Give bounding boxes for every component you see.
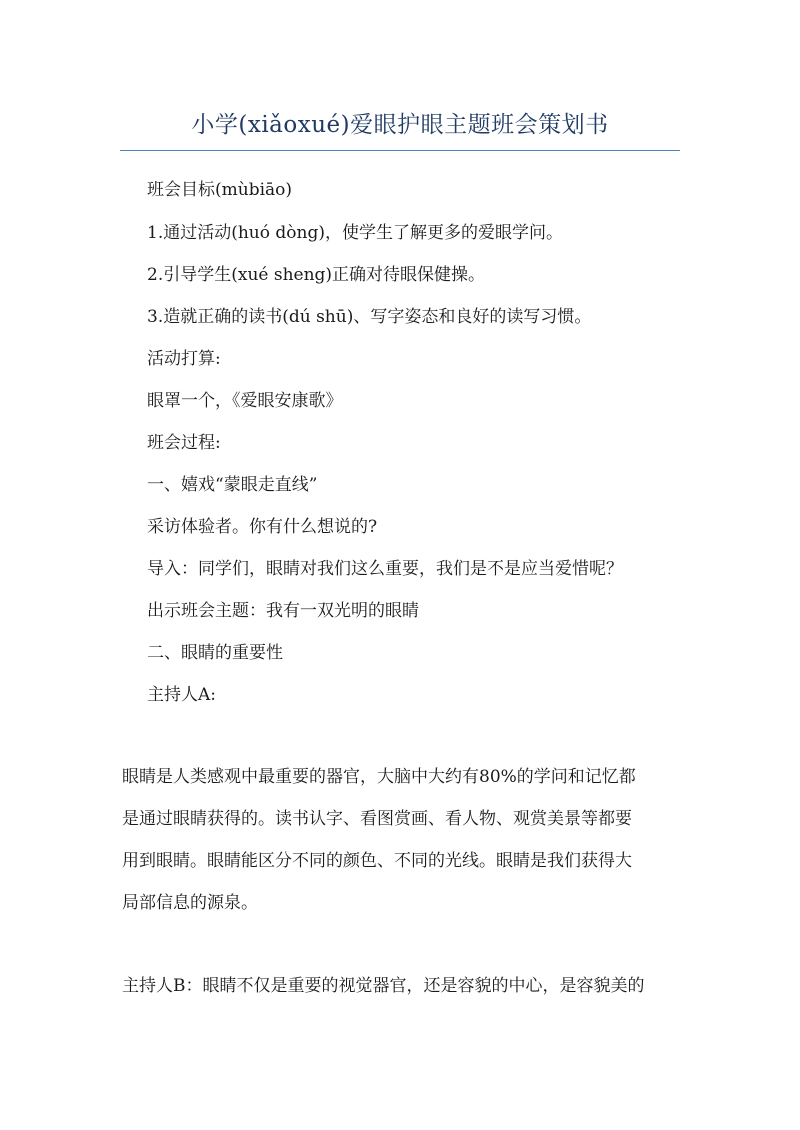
paragraph: 1.通过活动(huó dòng)，使学生了解更多的爱眼学问。 [147,223,563,243]
paragraph: 眼罩一个，《爱眼安康歌》 [147,391,343,411]
paragraph: 导入：同学们，眼睛对我们这么重要，我们是不是应当爱惜呢？ [147,559,623,579]
paragraph: 用到眼睛。眼睛能区分不同的颜色、不同的光线。眼睛是我们获得大 [122,851,632,871]
paragraph: 二、眼睛的重要性 [147,643,283,663]
paragraph: 局部信息的源泉。 [122,893,258,913]
paragraph: 班会过程: [147,433,221,453]
paragraph: 3.造就正确的读书(dú shū)、写字姿态和良好的读写习惯。 [147,307,592,327]
paragraph: 出示班会主题：我有一双光明的眼睛 [147,601,419,621]
title-underline [120,150,680,151]
paragraph: 活动打算: [147,349,221,369]
paragraph: 眼睛是人类感观中最重要的器官，大脑中大约有80%的学问和记忆都 [122,767,636,787]
paragraph: 主持人A: [147,685,217,705]
document-title: 小学(xiǎoxué)爱眼护眼主题班会策划书 [191,112,609,138]
paragraph: 是通过眼睛获得的。读书认字、看图赏画、看人物、观赏美景等都要 [122,809,632,829]
paragraph: 采访体验者。你有什么想说的? [147,517,378,537]
paragraph: 主持人B：眼睛不仅是重要的视觉器官，还是容貌的中心，是容貌美的 [122,976,645,996]
paragraph: 一、嬉戏“蒙眼走直线” [147,475,318,495]
paragraph: 班会目标(mùbiāo) [147,180,293,200]
paragraph: 2.引导学生(xué sheng)正确对待眼保健操。 [147,265,486,285]
